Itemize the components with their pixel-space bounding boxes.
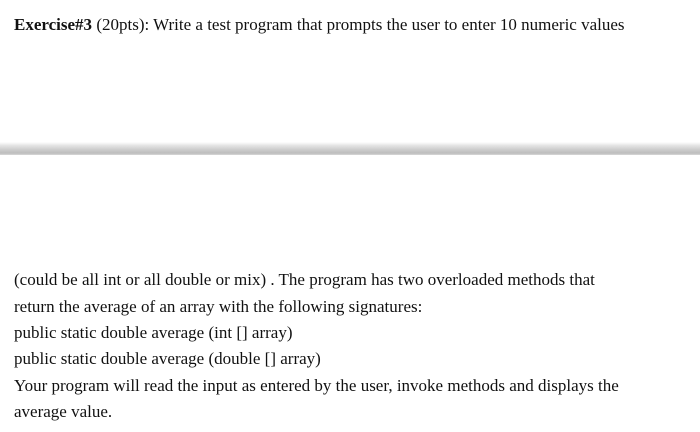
body-line-1: (could be all int or all double or mix) . The program has two overloaded methods that — [14, 270, 595, 289]
signature-double: public static double average (double [] array) — [14, 349, 321, 368]
page-break-divider — [0, 142, 700, 155]
body-line-2: return the average of an array with the following signatures: — [14, 297, 423, 316]
exercise-prompt: (20pts): Write a test program that prompts the user to enter 10 numeric values — [92, 15, 625, 34]
body-line-6: average value. — [14, 402, 113, 421]
exercise-heading — [14, 15, 625, 35]
signature-int: public static double average (int [] array) — [14, 323, 293, 342]
body-line-5: Your program will read the input as entered by the user, invoke methods and displays the — [14, 376, 619, 395]
exercise-title: Exercise#3 — [14, 15, 93, 34]
